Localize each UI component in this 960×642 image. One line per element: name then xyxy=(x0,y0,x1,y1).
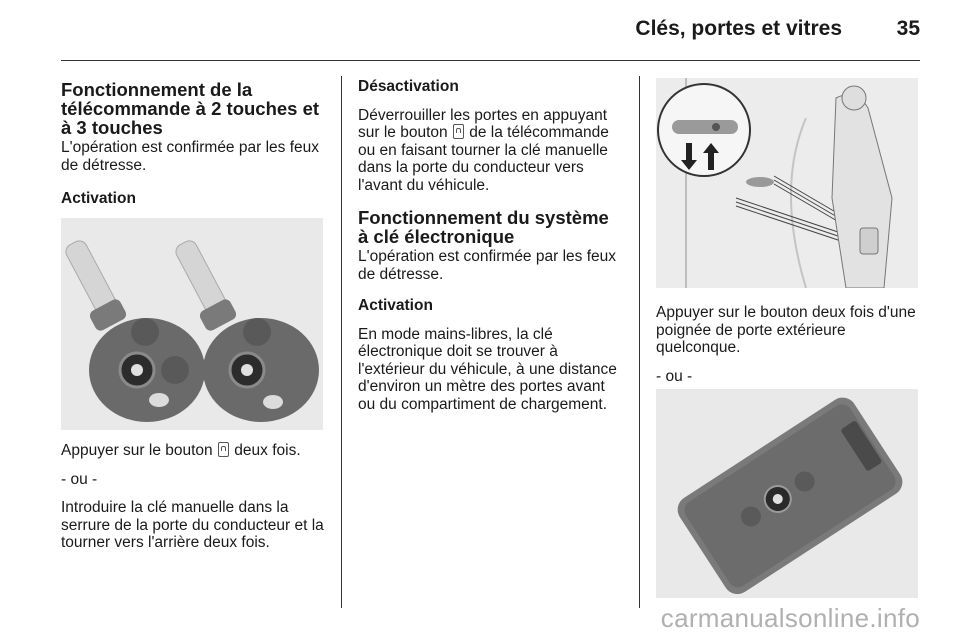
deactivation-text-post: de la télécommande ou en faisant tourner la clé manuelle dans la porte du conducteur vers l'avant du véhicule. xyxy=(358,124,609,194)
deactivation-text xyxy=(358,107,624,195)
column-3-text xyxy=(656,304,926,396)
remote-caption-pre: Appuyer sur le bouton xyxy=(61,442,213,459)
page-number: 35 xyxy=(896,17,920,40)
card-intro-text: L'opération est confirmée par les feux de détresse. xyxy=(358,248,616,283)
key-card-illustration xyxy=(656,389,918,598)
column-divider-1 xyxy=(341,76,342,608)
watermark: carmanualsonline.info xyxy=(660,603,920,633)
column-divider-2 xyxy=(639,76,640,608)
handsfree-figure xyxy=(656,78,918,288)
unlock-button-icon xyxy=(453,124,464,139)
remote-caption xyxy=(61,442,327,460)
remote-intro-text: L'opération est confirmée par les feux de détresse. xyxy=(61,139,319,174)
or-separator: - ou - xyxy=(61,470,98,488)
card-activation-heading: Activation xyxy=(358,297,433,314)
deactivation-heading: Désactivation xyxy=(358,78,459,95)
or-separator-2: - ou - xyxy=(656,367,693,385)
column-2 xyxy=(358,78,624,424)
column-1-lower xyxy=(61,442,327,563)
manual-key-text: Introduire la clé manuelle dans la serrure de la porte du conducteur et la tourner vers l'arrière deux fois. xyxy=(61,499,324,551)
handsfree-illustration xyxy=(656,78,918,288)
activation-heading: Activation xyxy=(61,190,136,207)
deactivation-text-pre: Déverrouiller les portes en appuyant sur le bouton xyxy=(358,106,607,141)
handle-caption: Appuyer sur le bouton deux fois d'une poignée de porte extérieure quelconque. xyxy=(656,304,916,356)
column-1 xyxy=(61,80,327,219)
remote-keys-figure xyxy=(61,218,323,430)
section-heading-remote: Fonctionnement de la télécommande à 2 touches et à 3 touches xyxy=(61,79,320,138)
lock-button-icon xyxy=(218,442,229,457)
card-activation-text: En mode mains-libres, la clé électronique doit se trouver à l'extérieur du véhicule, à une distance d'environ un mètre des portes avant ou du compartiment de chargement. xyxy=(358,325,617,413)
header-rule xyxy=(61,60,920,61)
section-heading-card: Fonctionnement du système à clé électronique xyxy=(358,207,609,247)
remote-caption-post: deux fois. xyxy=(234,442,301,459)
remote-keys-illustration xyxy=(61,218,323,430)
key-card-figure xyxy=(656,389,918,598)
page-header-title: Clés, portes et vitres xyxy=(635,17,842,40)
